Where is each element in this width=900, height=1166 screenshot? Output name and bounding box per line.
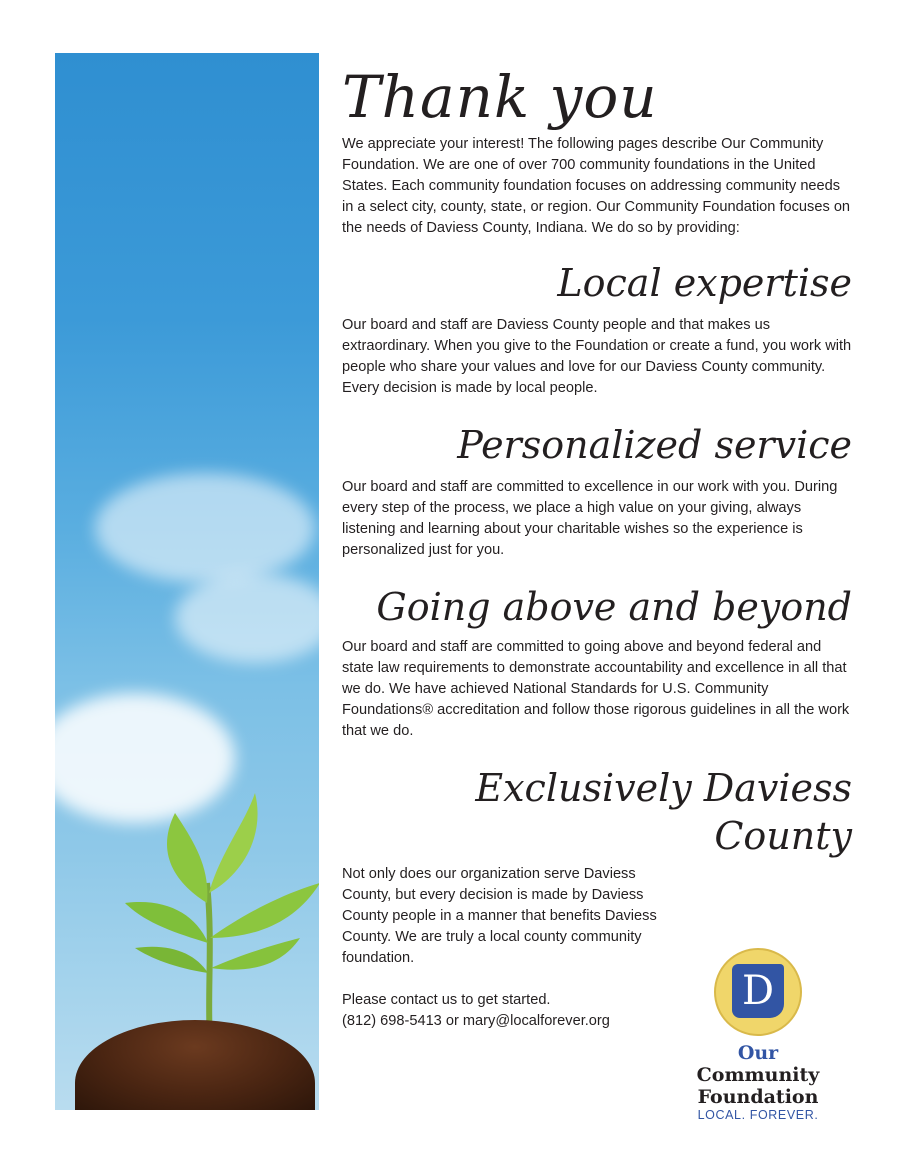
- foundation-logo: [678, 948, 838, 1122]
- logo-tagline: LOCAL. FOREVER.: [697, 1108, 819, 1122]
- cloud-shape: [175, 573, 319, 663]
- section-body-above-and-beyond: Our board and staff are committed to going above and beyond federal and state law requirements to demonstrate accountability and excellence in all that we do. We have achieved National Standards for U.S. Community Foundations® accreditation and follow those rigorous guidelines in all the work that we do.: [342, 639, 850, 739]
- section-body-exclusively-daviess: Not only does our organization serve Daviess County, but every decision is made by Daviess County people in a manner that benefits Daviess County. We are truly a local county community foundation.: [342, 866, 657, 966]
- logo-name-our: Our: [737, 1042, 779, 1064]
- section-heading-personalized-service: Personalized service: [457, 423, 852, 467]
- section-body-local-expertise: Our board and staff are Daviess County people and that makes us extraordinary. When you give to the Foundation or create a fund, you work with people who share your values and love for our Daviess County community. Every decision is made by local people.: [342, 317, 852, 396]
- sky-seedling-image: [55, 53, 319, 1110]
- main-content: [342, 60, 852, 1032]
- section-heading-exclusively-daviess: Exclusively Daviess County: [475, 766, 852, 858]
- logo-seal-icon: [714, 948, 802, 1036]
- plant-icon: [95, 773, 319, 1043]
- logo-letter: D: [732, 964, 784, 1018]
- logo-name-community: Community: [696, 1064, 820, 1086]
- section-heading-above-and-beyond: Going above and beyond: [376, 585, 852, 629]
- page-title: Thank you: [342, 63, 658, 131]
- contact-prompt: Please contact us to get started.: [342, 992, 551, 1008]
- section-body-personalized-service: Our board and staff are committed to excellence in our work with you. During every step of the process, we place a high value on your giving, always listening and learning about your charitable wishes so the experience is personalized just for you.: [342, 479, 838, 558]
- logo-name-line2: Foundation: [697, 1086, 819, 1108]
- section-heading-local-expertise: Local expertise: [557, 261, 852, 305]
- contact-details[interactable]: (812) 698-5413 or mary@localforever.org: [342, 1013, 610, 1029]
- logo-name-line1: [678, 1042, 838, 1086]
- cloud-shape: [95, 473, 315, 583]
- intro-paragraph: We appreciate your interest! The following pages describe Our Community Foundation. We are one of over 700 community foundations in the United States. Each community foundation focuses on addressing community needs in a select city, county, state, or region. Our Community Foundation focuses on the needs of Daviess County, Indiana. We do so by providing:: [342, 136, 851, 236]
